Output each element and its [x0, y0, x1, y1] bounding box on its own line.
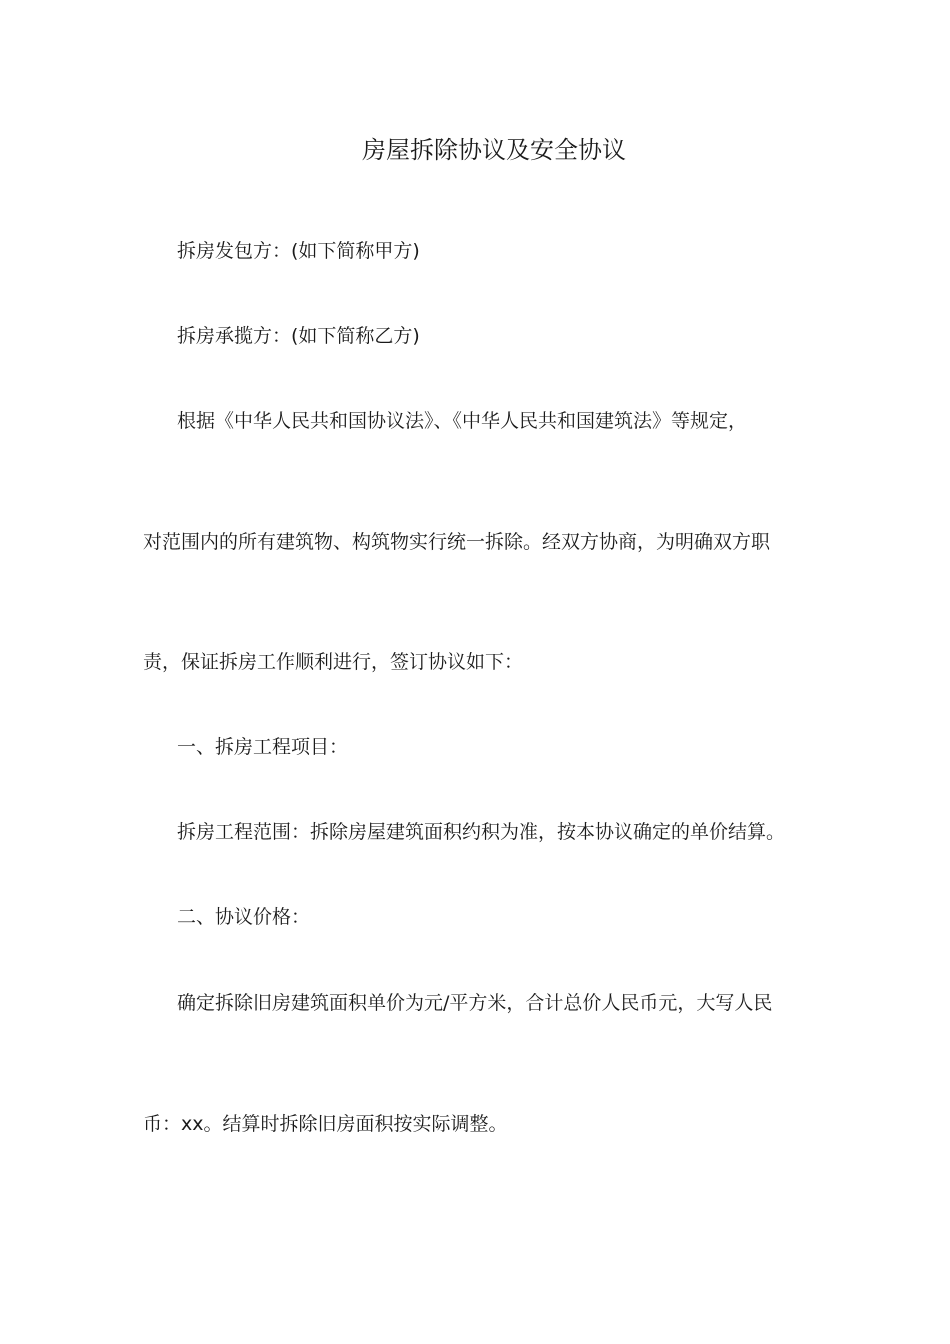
- paragraph-price-continued: 币：xx。结算时拆除旧房面积按实际调整。: [143, 1113, 508, 1135]
- paragraph-project-scope: 拆房工程范围：拆除房屋建筑面积约积为准，按本协议确定的单价结算。: [177, 821, 786, 843]
- paragraph-scope-continued: 对范围内的所有建筑物、构筑物实行统一拆除。经双方协商，为明确双方职: [143, 531, 771, 553]
- party-b-line: 拆房承揽方：(如下简称乙方): [177, 325, 420, 347]
- paragraph-legal-basis: 根据《中华人民共和国协议法》、《中华人民共和国建筑法》等规定，: [177, 410, 748, 432]
- document-title: 房屋拆除协议及安全协议: [362, 136, 626, 164]
- paragraph-price: 确定拆除旧房建筑面积单价为元/平方米，合计总价人民币元，大写人民: [177, 992, 773, 1014]
- section-heading-price: 二、协议价格：: [177, 906, 311, 928]
- section-heading-project: 一、拆房工程项目：: [177, 736, 349, 758]
- paragraph-agreement-intro: 责，保证拆房工作顺利进行，签订协议如下：: [143, 651, 524, 673]
- party-a-line: 拆房发包方：(如下简称甲方): [177, 240, 420, 262]
